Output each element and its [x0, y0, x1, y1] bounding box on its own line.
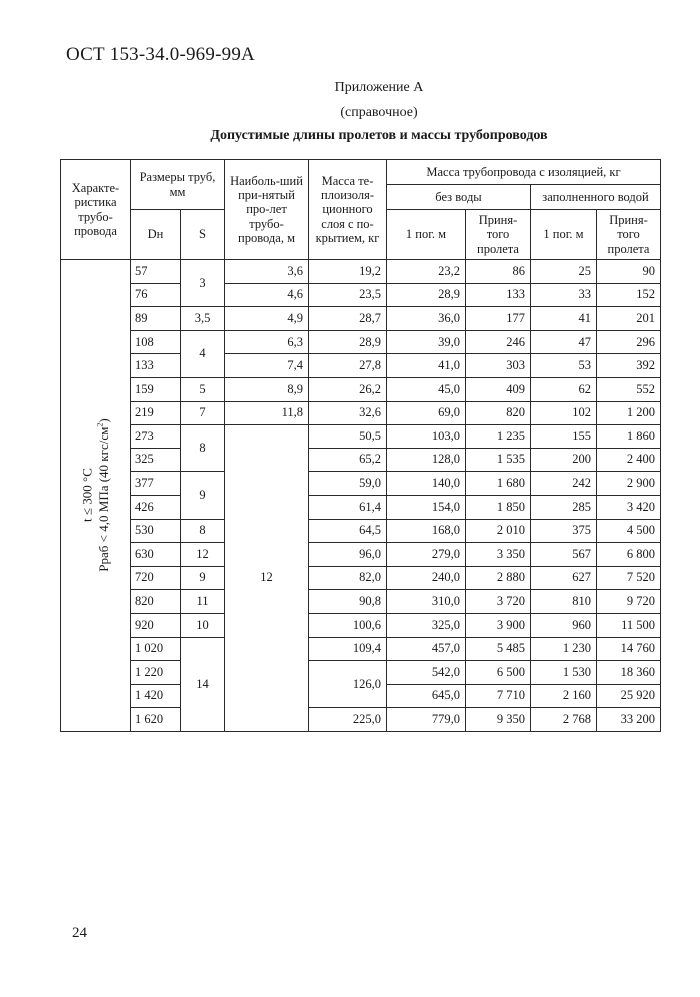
cell-insulation-mass: 28,7: [309, 307, 387, 331]
cell-dn: 920: [131, 613, 181, 637]
cell-filled-per-span: 4 500: [597, 519, 661, 543]
table-title: Допустимые длины пролетов и массы трубопроводов: [210, 128, 548, 143]
cell-insulation-mass: 19,2: [309, 260, 387, 284]
document-code: ОСТ 153-34.0-969-99А: [66, 44, 255, 65]
cell-dry-per-span: 3 350: [466, 543, 531, 567]
cell-max-span: 8,9: [225, 377, 309, 401]
cell-dry-per-meter: 542,0: [387, 661, 466, 685]
cell-dry-per-span: 5 485: [466, 637, 531, 661]
cell-filled-per-meter: 47: [531, 330, 597, 354]
cell-filled-per-span: 9 720: [597, 590, 661, 614]
table-row: [61, 519, 661, 543]
cell-filled-per-meter: 1 530: [531, 661, 597, 685]
cell-filled-per-meter: 1 230: [531, 637, 597, 661]
cell-insulation-mass: 26,2: [309, 377, 387, 401]
cell-dry-per-meter: 154,0: [387, 495, 466, 519]
cell-filled-per-span: 18 360: [597, 661, 661, 685]
table-row: [61, 448, 661, 472]
cell-filled-per-span: 152: [597, 283, 661, 307]
table-row: [61, 377, 661, 401]
cell-insulation-mass: 27,8: [309, 354, 387, 378]
table-row: [61, 401, 661, 425]
cell-dn: 530: [131, 519, 181, 543]
cell-s: 3,5: [181, 307, 225, 331]
cell-dry-per-span: 3 900: [466, 613, 531, 637]
table-row: [61, 307, 661, 331]
cell-dn: 159: [131, 377, 181, 401]
cell-s: 5: [181, 377, 225, 401]
header-filled: заполненного водой: [531, 185, 661, 210]
cell-dry-per-meter: 325,0: [387, 613, 466, 637]
cell-dry-per-span: 409: [466, 377, 531, 401]
cell-filled-per-meter: 200: [531, 448, 597, 472]
cell-max-span: 12: [225, 425, 309, 732]
table-row: [61, 425, 661, 449]
cell-dn: 426: [131, 495, 181, 519]
table-row: [61, 283, 661, 307]
cell-insulation-mass: 225,0: [309, 708, 387, 732]
cell-s: 3: [181, 260, 225, 307]
cell-filled-per-span: 33 200: [597, 708, 661, 732]
cell-s: 9: [181, 566, 225, 590]
cell-dry-per-meter: 128,0: [387, 448, 466, 472]
table-row: [61, 590, 661, 614]
cell-filled-per-span: 201: [597, 307, 661, 331]
cell-dry-per-span: 820: [466, 401, 531, 425]
table-row: [61, 613, 661, 637]
cell-dn: 273: [131, 425, 181, 449]
cell-s: 11: [181, 590, 225, 614]
cell-filled-per-meter: 960: [531, 613, 597, 637]
cell-insulation-mass: 100,6: [309, 613, 387, 637]
cell-dry-per-span: 246: [466, 330, 531, 354]
cell-dry-per-span: 2 010: [466, 519, 531, 543]
cell-dry-per-meter: 39,0: [387, 330, 466, 354]
cell-dn: 720: [131, 566, 181, 590]
cell-dn: 1 020: [131, 637, 181, 661]
page-number: 24: [72, 925, 87, 941]
table-row: [61, 260, 661, 284]
cell-filled-per-span: 392: [597, 354, 661, 378]
cell-dn: 377: [131, 472, 181, 496]
cell-filled-per-meter: 2 160: [531, 684, 597, 708]
cell-filled-per-meter: 810: [531, 590, 597, 614]
cell-s: 14: [181, 637, 225, 731]
cell-insulation-mass: 59,0: [309, 472, 387, 496]
table-row: [61, 708, 661, 732]
cell-filled-per-span: 552: [597, 377, 661, 401]
cell-insulation-mass: 50,5: [309, 425, 387, 449]
cell-dry-per-meter: 103,0: [387, 425, 466, 449]
header-max-span: Наиболь-ший при-нятый про-лет трубо-провода, м: [225, 160, 309, 260]
cell-dry-per-span: 86: [466, 260, 531, 284]
cell-insulation-mass: 109,4: [309, 637, 387, 661]
cell-filled-per-meter: 53: [531, 354, 597, 378]
header-dn: Dн: [131, 210, 181, 260]
cell-dry-per-meter: 69,0: [387, 401, 466, 425]
cell-insulation-mass: 65,2: [309, 448, 387, 472]
cell-dry-per-span: 133: [466, 283, 531, 307]
cell-dn: 630: [131, 543, 181, 567]
cell-max-span: 3,6: [225, 260, 309, 284]
cell-filled-per-meter: 62: [531, 377, 597, 401]
cell-dn: 820: [131, 590, 181, 614]
appendix-label: Приложение А: [334, 80, 424, 95]
cell-filled-per-span: 3 420: [597, 495, 661, 519]
reference-label: (справочное): [340, 105, 418, 120]
cell-filled-per-span: 2 400: [597, 448, 661, 472]
header-s: S: [181, 210, 225, 260]
temperature-condition: t ≤ 300 °С: [79, 468, 95, 523]
cell-s: 4: [181, 330, 225, 377]
table-row: [61, 495, 661, 519]
cell-dry-per-span: 1 850: [466, 495, 531, 519]
cell-dn: 1 420: [131, 684, 181, 708]
cell-dn: 76: [131, 283, 181, 307]
cell-dn: 108: [131, 330, 181, 354]
cell-filled-per-span: 7 520: [597, 566, 661, 590]
cell-dry-per-meter: 41,0: [387, 354, 466, 378]
characteristic-label: [79, 419, 112, 572]
cell-dry-per-span: 3 720: [466, 590, 531, 614]
cell-dry-per-meter: 779,0: [387, 708, 466, 732]
cell-dry-per-meter: 645,0: [387, 684, 466, 708]
cell-dn: 1 620: [131, 708, 181, 732]
cell-filled-per-span: 11 500: [597, 613, 661, 637]
table-row: [61, 637, 661, 661]
cell-dry-per-span: 303: [466, 354, 531, 378]
cell-insulation-mass: 28,9: [309, 330, 387, 354]
header-pipe-mass: Масса трубопровода с изоляцией, кг: [387, 160, 661, 185]
cell-dry-per-span: 9 350: [466, 708, 531, 732]
cell-dry-per-meter: 457,0: [387, 637, 466, 661]
header-insulation-mass: Масса те-плоизоля-ционного слоя с по-крытием, кг: [309, 160, 387, 260]
cell-dn: 219: [131, 401, 181, 425]
cell-max-span: 6,3: [225, 330, 309, 354]
cell-max-span: 4,9: [225, 307, 309, 331]
header-dry-per-span: Приня-того пролета: [466, 210, 531, 260]
cell-s: 9: [181, 472, 225, 519]
cell-s: 12: [181, 543, 225, 567]
cell-dry-per-meter: 279,0: [387, 543, 466, 567]
cell-dn: 89: [131, 307, 181, 331]
cell-insulation-mass: 90,8: [309, 590, 387, 614]
header-characteristic: Характе-ристика трубо-провода: [61, 160, 131, 260]
cell-filled-per-meter: 155: [531, 425, 597, 449]
table-row: [61, 354, 661, 378]
cell-filled-per-span: 90: [597, 260, 661, 284]
characteristic-cell: [61, 260, 131, 732]
pipeline-span-table: [60, 159, 661, 732]
table-row: [61, 543, 661, 567]
cell-max-span: 4,6: [225, 283, 309, 307]
header-pipe-sizes: Размеры труб, мм: [131, 160, 225, 210]
table-row: [61, 661, 661, 685]
cell-filled-per-meter: 627: [531, 566, 597, 590]
pressure-condition-end: ): [95, 418, 111, 424]
cell-s: 8: [181, 425, 225, 472]
cell-filled-per-meter: 567: [531, 543, 597, 567]
cell-dn: 1 220: [131, 661, 181, 685]
cell-dry-per-meter: 140,0: [387, 472, 466, 496]
header-dry-per-meter: 1 пог. м: [387, 210, 466, 260]
cell-filled-per-span: 1 860: [597, 425, 661, 449]
cell-dn: 325: [131, 448, 181, 472]
cell-max-span: 11,8: [225, 401, 309, 425]
cell-dry-per-meter: 28,9: [387, 283, 466, 307]
cell-s: 8: [181, 519, 225, 543]
cell-dry-per-span: 6 500: [466, 661, 531, 685]
cell-filled-per-meter: 33: [531, 283, 597, 307]
header-filled-per-span: Приня-того пролета: [597, 210, 661, 260]
header-dry: без воды: [387, 185, 531, 210]
cell-filled-per-span: 296: [597, 330, 661, 354]
cell-filled-per-span: 2 900: [597, 472, 661, 496]
cell-dn: 133: [131, 354, 181, 378]
cell-filled-per-span: 1 200: [597, 401, 661, 425]
cell-insulation-mass: 23,5: [309, 283, 387, 307]
cell-dry-per-span: 177: [466, 307, 531, 331]
cell-filled-per-span: 6 800: [597, 543, 661, 567]
cell-insulation-mass: 32,6: [309, 401, 387, 425]
cell-s: 10: [181, 613, 225, 637]
cell-filled-per-meter: 2 768: [531, 708, 597, 732]
cell-insulation-mass: 61,4: [309, 495, 387, 519]
cell-insulation-mass: 96,0: [309, 543, 387, 567]
cell-dry-per-span: 7 710: [466, 684, 531, 708]
table-row: [61, 566, 661, 590]
cell-insulation-mass: 126,0: [309, 661, 387, 708]
cell-dry-per-span: 1 235: [466, 425, 531, 449]
cell-filled-per-meter: 242: [531, 472, 597, 496]
table-row: [61, 472, 661, 496]
cell-insulation-mass: 82,0: [309, 566, 387, 590]
pressure-condition: [95, 419, 112, 572]
cell-dry-per-meter: 36,0: [387, 307, 466, 331]
cell-filled-per-meter: 285: [531, 495, 597, 519]
cell-filled-per-meter: 25: [531, 260, 597, 284]
pressure-unit-superscript: 2: [95, 423, 105, 428]
cell-filled-per-span: 25 920: [597, 684, 661, 708]
cell-max-span: 7,4: [225, 354, 309, 378]
cell-dn: 57: [131, 260, 181, 284]
cell-s: 7: [181, 401, 225, 425]
cell-filled-per-meter: 102: [531, 401, 597, 425]
cell-filled-per-span: 14 760: [597, 637, 661, 661]
cell-dry-per-meter: 310,0: [387, 590, 466, 614]
cell-dry-per-meter: 23,2: [387, 260, 466, 284]
header-filled-per-meter: 1 пог. м: [531, 210, 597, 260]
cell-dry-per-meter: 168,0: [387, 519, 466, 543]
cell-filled-per-meter: 41: [531, 307, 597, 331]
cell-dry-per-span: 1 680: [466, 472, 531, 496]
cell-dry-per-meter: 240,0: [387, 566, 466, 590]
pressure-condition-text: Pраб < 4,0 МПа (40 кгс/см: [95, 427, 111, 573]
table-row: [61, 330, 661, 354]
cell-dry-per-span: 1 535: [466, 448, 531, 472]
cell-dry-per-meter: 45,0: [387, 377, 466, 401]
cell-filled-per-meter: 375: [531, 519, 597, 543]
cell-dry-per-span: 2 880: [466, 566, 531, 590]
cell-insulation-mass: 64,5: [309, 519, 387, 543]
